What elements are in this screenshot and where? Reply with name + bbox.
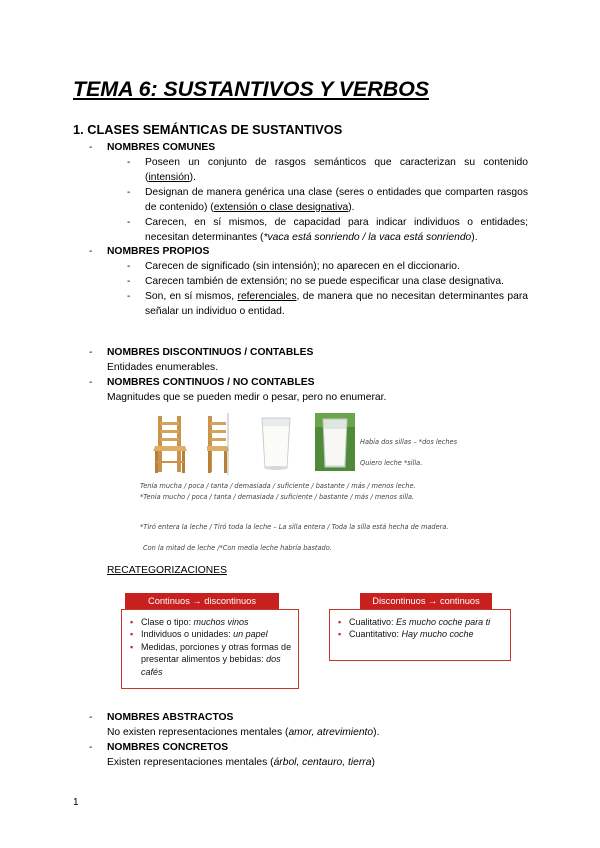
comunes-heading: - NOMBRES COMUNES xyxy=(0,141,600,156)
recategorizaciones-label: RECATEGORIZACIONES xyxy=(107,565,227,576)
milk-glass-green-image xyxy=(315,413,355,471)
box-continuos xyxy=(121,609,299,689)
box-discontinuos xyxy=(329,609,511,661)
comunes-item: - Poseen un conjunto de rasgos semánticos que caracterizan su contenido (intensión). xyxy=(0,156,600,186)
figure-note: Había dos sillas – *dos leches xyxy=(360,438,458,446)
figure-line: *Tenía mucho / poca / tanta / demasiada / suficiente / bastante / más / menos silla. xyxy=(140,493,415,501)
abstractos-block xyxy=(0,711,379,771)
half-chair-image xyxy=(207,413,229,475)
figure-line: *Tiró entera la leche / Tiró toda la leche – La silla entera / Toda la silla está hecha de madera. xyxy=(140,523,449,531)
box-item: ▪ Cuantitativo: Hay mucho coche xyxy=(338,628,504,640)
discontinuos-desc: Entidades enumerables. xyxy=(107,361,219,373)
contables-block xyxy=(0,346,386,406)
discontinuos-heading: - NOMBRES DISCONTINUOS / CONTABLES xyxy=(0,346,386,361)
propios-heading: - NOMBRES PROPIOS xyxy=(0,245,600,260)
propios-item: - Son, en sí mismos, referenciales, de manera que no necesitan determinantes para señalar un individuo o entidad. xyxy=(0,290,600,320)
abstractos-desc: No existen representaciones mentales (amor, atrevimiento). xyxy=(107,726,380,738)
comunes-block xyxy=(0,141,600,320)
box-item: ▪ Cualitativo: Es mucho coche para ti xyxy=(338,616,504,628)
page-title: TEMA 6: SUSTANTIVOS Y VERBOS xyxy=(73,77,429,101)
section-heading: 1. CLASES SEMÁNTICAS DE SUSTANTIVOS xyxy=(73,122,343,137)
comunes-item: - Carecen, en sí mismos, de capacidad para indicar individuos o entidades; necesitan determinantes (*vaca está sonriendo / la vaca está sonriendo). xyxy=(0,216,600,246)
box-discontinuos-header: Discontinuos → continuos xyxy=(360,593,492,610)
milk-glass-image xyxy=(260,416,292,471)
figure-note: Quiero leche *silla. xyxy=(360,459,423,467)
concretos-desc: Existen representaciones mentales (árbol, centauro, tierra) xyxy=(107,756,375,768)
box-item: ▪ Clase o tipo: muchos vinos xyxy=(130,616,292,628)
box-item: ▪ Individuos o unidades: un papel xyxy=(130,628,292,640)
continuos-heading: - NOMBRES CONTINUOS / NO CONTABLES xyxy=(0,376,386,391)
propios-item: - Carecen de significado (sin intensión); no aparecen en el diccionario. xyxy=(0,260,600,275)
page-number: 1 xyxy=(73,797,79,808)
continuos-desc: Magnitudes que se pueden medir o pesar, pero no enumerar. xyxy=(107,391,387,403)
abstractos-heading: - NOMBRES ABSTRACTOS xyxy=(0,711,379,726)
box-continuos-header: Continuos → discontinuos xyxy=(125,593,279,610)
propios-item: - Carecen también de extensión; no se puede especificar una clase designativa. xyxy=(0,275,600,290)
figure-line: Tenía mucha / poca / tanta / demasiada / suficiente / bastante / más / menos leche. xyxy=(140,482,416,490)
box-item: ▪ Medidas, porciones y otras formas de presentar alimentos y bebidas: dos cafés xyxy=(130,641,292,678)
comunes-item: - Designan de manera genérica una clase (seres o entidades que comparten rasgos de contenido) (extensión o clase designativa). xyxy=(0,186,600,216)
chair-image xyxy=(150,413,190,475)
concretos-heading: - NOMBRES CONCRETOS xyxy=(0,741,379,756)
figure-line: Con la mitad de leche /*Con media leche habría bastado. xyxy=(143,544,332,552)
